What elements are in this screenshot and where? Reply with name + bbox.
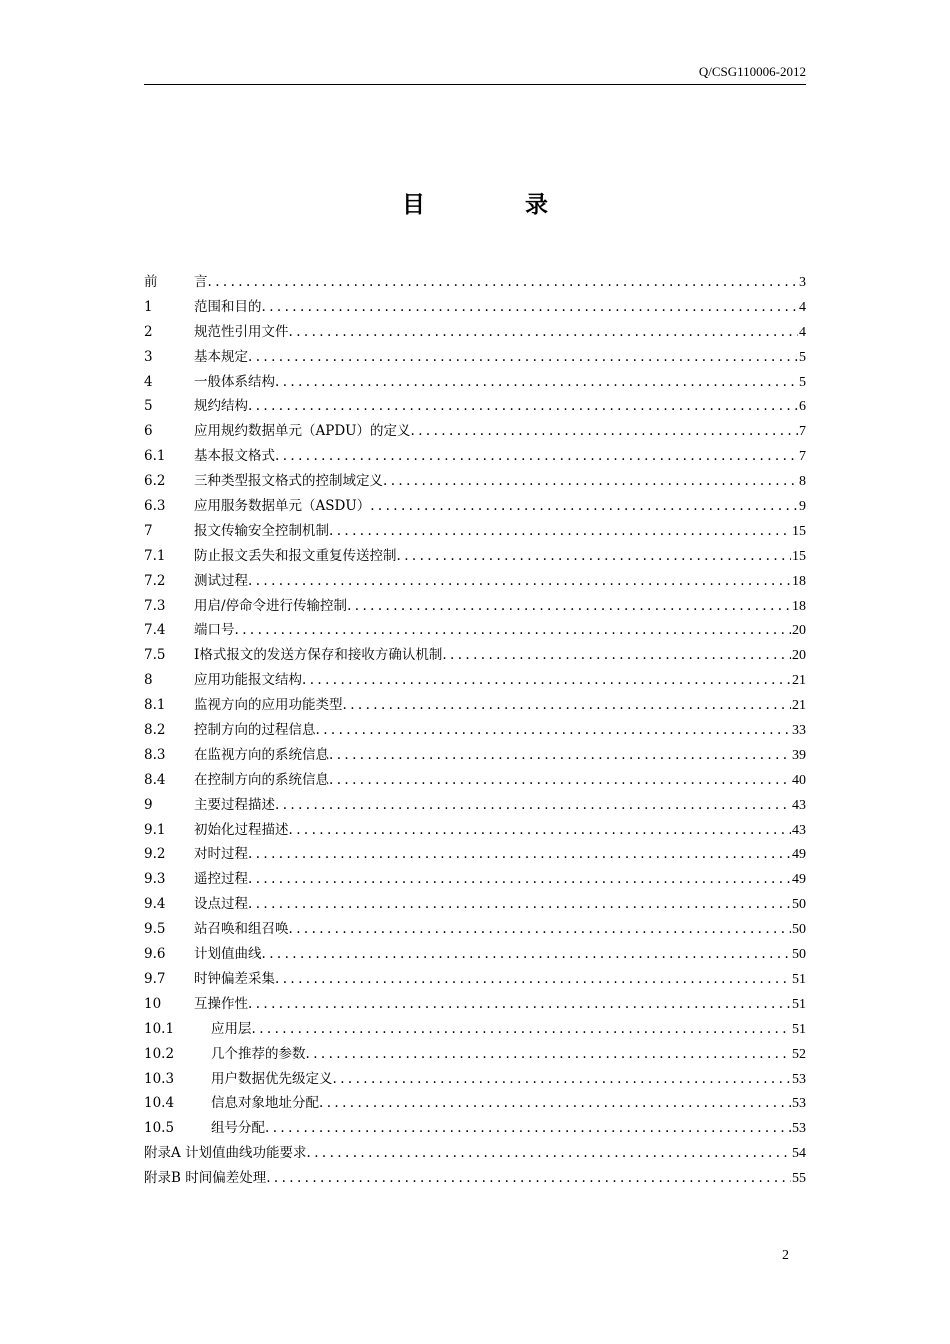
toc-leader-dots bbox=[397, 544, 792, 569]
toc-entry-title: 控制方向的过程信息 bbox=[194, 722, 316, 739]
toc-entry-title: 站召唤和组召唤 bbox=[194, 921, 289, 938]
toc-entry[interactable] bbox=[144, 917, 806, 942]
toc-leader-dots bbox=[383, 469, 798, 494]
toc-entry-page: 53 bbox=[792, 1096, 806, 1112]
toc-entry-number: 10.4 bbox=[144, 1095, 175, 1112]
toc-entry-page: 15 bbox=[792, 523, 806, 539]
toc-entry-number: 9.2 bbox=[144, 846, 166, 863]
toc-entry-title: 规范性引用文件 bbox=[194, 323, 289, 340]
toc-entry-page: 3 bbox=[799, 275, 806, 290]
toc-entry-page: 39 bbox=[792, 747, 806, 763]
toc-entry-number: 5 bbox=[144, 398, 153, 415]
toc-entry-number: 7.3 bbox=[144, 597, 166, 614]
toc-entry-page: 20 bbox=[792, 623, 806, 639]
toc-entry-page: 50 bbox=[792, 897, 806, 913]
toc-entry[interactable] bbox=[144, 693, 806, 718]
toc-leader-dots bbox=[235, 618, 792, 643]
toc-entry[interactable] bbox=[144, 992, 806, 1017]
toc-entry-number: 4 bbox=[144, 373, 153, 390]
toc-entry-title: 主要过程描述 bbox=[194, 796, 275, 813]
toc-entry-page: 21 bbox=[792, 673, 806, 689]
toc-leader-dots bbox=[248, 892, 791, 917]
toc-entry-page: 55 bbox=[792, 1171, 806, 1187]
toc-entry-title: 规约结构 bbox=[194, 398, 248, 415]
toc-entry-page: 50 bbox=[792, 922, 806, 938]
toc-leader-dots bbox=[316, 718, 792, 743]
toc-leader-dots bbox=[248, 992, 791, 1017]
toc-leader-dots bbox=[248, 867, 791, 892]
toc-entry[interactable] bbox=[144, 519, 806, 544]
toc-leader-dots bbox=[289, 917, 792, 942]
toc-entry-page: 15 bbox=[792, 548, 806, 564]
toc-entry-page: 4 bbox=[799, 324, 806, 340]
toc-entry-title: 在监视方向的系统信息 bbox=[194, 746, 329, 763]
toc-leader-dots bbox=[302, 668, 791, 693]
toc-entry-title: 监视方向的应用功能类型 bbox=[194, 697, 343, 714]
toc-entry-title: 应用层 bbox=[211, 1020, 252, 1037]
toc-entry-title: 应用服务数据单元（ASDU） bbox=[194, 498, 371, 515]
toc-entry-title: 用启/停命令进行传输控制 bbox=[194, 597, 348, 614]
toc-entry-title: 应用功能报文结构 bbox=[194, 672, 302, 689]
toc-leader-dots bbox=[248, 569, 791, 594]
toc-entry[interactable] bbox=[144, 842, 806, 867]
toc-entry[interactable] bbox=[144, 942, 806, 967]
toc-entry[interactable] bbox=[144, 643, 806, 668]
toc-entry-page: 51 bbox=[792, 996, 806, 1012]
toc-title: 目 录 bbox=[401, 192, 594, 218]
toc-entry-number: 9.6 bbox=[144, 946, 166, 963]
toc-entry-number: 10.3 bbox=[144, 1070, 175, 1087]
toc-entry-page: 49 bbox=[792, 872, 806, 888]
toc-entry-page: 6 bbox=[799, 399, 806, 415]
toc-leader-dots bbox=[289, 818, 792, 843]
toc-entry[interactable] bbox=[144, 320, 806, 345]
toc-entry-title: 计划值曲线 bbox=[194, 946, 262, 963]
toc-entry-number: 8.3 bbox=[144, 746, 166, 763]
toc-entry-number: 9.7 bbox=[144, 970, 166, 987]
toc-entry-number: 6.1 bbox=[144, 448, 166, 465]
toc-entry-number: 6 bbox=[144, 423, 153, 440]
toc-leader-dots bbox=[248, 394, 798, 419]
toc-entry-number: 10.5 bbox=[144, 1120, 175, 1137]
toc-entry[interactable] bbox=[144, 1141, 806, 1166]
toc-entry-page: 20 bbox=[792, 648, 806, 664]
toc-entry-title: 一般体系结构 bbox=[194, 373, 275, 390]
toc-leader-dots bbox=[333, 1067, 792, 1092]
toc-entry-title: 在控制方向的系统信息 bbox=[194, 771, 329, 788]
toc-entry[interactable] bbox=[144, 793, 806, 818]
toc-leader-dots bbox=[442, 643, 791, 668]
toc-entry-number: 8.1 bbox=[144, 697, 166, 714]
toc-entry[interactable] bbox=[144, 718, 806, 743]
toc-entry-page: 7 bbox=[799, 449, 806, 465]
toc-entry-title: 互操作性 bbox=[194, 995, 248, 1012]
toc-entry-title: 遥控过程 bbox=[194, 871, 248, 888]
toc-entry-number: 10.1 bbox=[144, 1020, 175, 1037]
toc-entry-page: 9 bbox=[799, 499, 806, 515]
toc-entry-title: 范围和目的 bbox=[194, 298, 262, 315]
toc-entry[interactable] bbox=[144, 394, 806, 419]
toc-leader-dots bbox=[347, 594, 791, 619]
toc-entry[interactable] bbox=[144, 370, 806, 395]
toc-leader-dots bbox=[329, 743, 791, 768]
toc-leader-dots bbox=[252, 1017, 792, 1042]
header-rule bbox=[144, 84, 806, 85]
toc-entry-number: 1 bbox=[144, 298, 153, 315]
toc-entry-page: 4 bbox=[799, 299, 806, 315]
toc-entry-page: 40 bbox=[792, 772, 806, 788]
toc-entry[interactable] bbox=[144, 345, 806, 370]
toc-entry-title: 言 bbox=[194, 274, 208, 290]
toc-entry[interactable] bbox=[144, 444, 806, 469]
toc-entry-page: 53 bbox=[792, 1071, 806, 1087]
toc-entry-title: 应用规约数据单元（APDU）的定义 bbox=[194, 423, 411, 440]
toc-leader-dots bbox=[329, 519, 791, 544]
toc-entry-page: 18 bbox=[792, 573, 806, 589]
toc-entry[interactable] bbox=[144, 544, 806, 569]
toc-entry[interactable] bbox=[144, 743, 806, 768]
toc-entry-number: 8.4 bbox=[144, 771, 166, 788]
toc-entry-number: 9.3 bbox=[144, 871, 166, 888]
toc-entry-title: 报文传输安全控制机制 bbox=[194, 522, 329, 539]
page-number: 2 bbox=[782, 1248, 789, 1263]
toc-entry-page: 5 bbox=[799, 349, 806, 365]
toc-leader-dots bbox=[289, 320, 799, 345]
toc-leader-dots bbox=[208, 270, 799, 295]
toc-entry-number: 9.4 bbox=[144, 896, 166, 913]
toc-entry-page: 18 bbox=[792, 598, 806, 614]
toc-entry[interactable] bbox=[144, 668, 806, 693]
toc-entry-page: 51 bbox=[792, 971, 806, 987]
toc-entry[interactable] bbox=[144, 618, 806, 643]
toc-entry-number: 3 bbox=[144, 348, 153, 365]
toc-entry-number: 2 bbox=[144, 323, 153, 340]
toc-leader-dots bbox=[275, 444, 798, 469]
toc-entry-number: 10.2 bbox=[144, 1045, 175, 1062]
toc-leader-dots bbox=[306, 1042, 792, 1067]
toc-leader-dots bbox=[266, 1166, 791, 1191]
toc-list bbox=[144, 270, 806, 1191]
toc-entry-number: 8 bbox=[144, 672, 153, 689]
toc-entry[interactable] bbox=[144, 295, 806, 320]
toc-entry-number: 6.2 bbox=[144, 473, 166, 490]
toc-entry[interactable] bbox=[144, 594, 806, 619]
toc-entry-number: 8.2 bbox=[144, 722, 166, 739]
toc-entry-title: 时钟偏差采集 bbox=[194, 970, 275, 987]
toc-entry-page: 8 bbox=[799, 474, 806, 490]
toc-entry-page: 53 bbox=[792, 1121, 806, 1137]
toc-entry-number: 7.5 bbox=[144, 647, 166, 664]
toc-leader-dots bbox=[329, 768, 791, 793]
toc-entry-page: 7 bbox=[799, 424, 806, 440]
toc-entry-number: 10 bbox=[144, 995, 162, 1012]
toc-entry-page: 50 bbox=[792, 947, 806, 963]
toc-leader-dots bbox=[343, 693, 792, 718]
toc-entry[interactable] bbox=[144, 494, 806, 519]
toc-entry[interactable] bbox=[144, 967, 806, 992]
toc-leader-dots bbox=[319, 1091, 791, 1116]
toc-entry[interactable] bbox=[144, 270, 806, 295]
toc-entry[interactable] bbox=[144, 1166, 806, 1191]
toc-leader-dots bbox=[262, 942, 792, 967]
toc-entry[interactable] bbox=[144, 419, 806, 444]
toc-entry[interactable] bbox=[144, 469, 806, 494]
toc-entry-title: 几个推荐的参数 bbox=[211, 1045, 306, 1062]
toc-entry-title: 信息对象地址分配 bbox=[211, 1095, 319, 1112]
toc-entry-title: 对时过程 bbox=[194, 846, 248, 863]
toc-entry-number: 前 bbox=[144, 274, 158, 290]
toc-leader-dots bbox=[248, 345, 798, 370]
toc-entry-page: 43 bbox=[792, 797, 806, 813]
toc-entry-page: 33 bbox=[792, 723, 806, 739]
toc-entry-title: 初始化过程描述 bbox=[194, 821, 289, 838]
toc-entry-title: 设点过程 bbox=[194, 896, 248, 913]
toc-entry[interactable] bbox=[144, 1116, 806, 1141]
toc-entry-title: 端口号 bbox=[194, 622, 235, 639]
toc-entry-title: 用户数据优先级定义 bbox=[211, 1070, 333, 1087]
toc-entry-title: 附录A 计划值曲线功能要求 bbox=[144, 1145, 307, 1162]
toc-entry-title: 附录B 时间偏差处理 bbox=[144, 1170, 267, 1187]
toc-entry-title: 组号分配 bbox=[211, 1120, 265, 1137]
toc-entry-number: 7.2 bbox=[144, 572, 166, 589]
toc-entry-title: 防止报文丢失和报文重复传送控制 bbox=[194, 547, 397, 564]
toc-entry[interactable] bbox=[144, 867, 806, 892]
toc-entry-number: 7.4 bbox=[144, 622, 166, 639]
toc-leader-dots bbox=[275, 793, 791, 818]
toc-entry-number: 9 bbox=[144, 796, 153, 813]
toc-entry[interactable] bbox=[144, 818, 806, 843]
toc-entry-page: 5 bbox=[799, 374, 806, 390]
toc-leader-dots bbox=[307, 1141, 791, 1166]
toc-entry[interactable] bbox=[144, 892, 806, 917]
toc-entry-title: 基本报文格式 bbox=[194, 448, 275, 465]
toc-entry-page: 54 bbox=[792, 1146, 806, 1162]
toc-entry-number: 7.1 bbox=[144, 547, 166, 564]
toc-entry[interactable] bbox=[144, 1067, 806, 1092]
toc-entry[interactable] bbox=[144, 569, 806, 594]
toc-entry-number: 9.1 bbox=[144, 821, 166, 838]
toc-entry-number: 6.3 bbox=[144, 498, 166, 515]
toc-entry-page: 49 bbox=[792, 847, 806, 863]
toc-entry[interactable] bbox=[144, 1091, 806, 1116]
toc-entry-title: 基本规定 bbox=[194, 348, 248, 365]
toc-entry-title: I格式报文的发送方保存和接收方确认机制 bbox=[194, 647, 443, 664]
toc-leader-dots bbox=[411, 419, 798, 444]
toc-entry-title: 测试过程 bbox=[194, 572, 248, 589]
toc-leader-dots bbox=[248, 842, 791, 867]
toc-leader-dots bbox=[275, 370, 798, 395]
toc-entry-page: 52 bbox=[792, 1046, 806, 1062]
toc-entry[interactable] bbox=[144, 768, 806, 793]
toc-leader-dots bbox=[262, 295, 799, 320]
toc-entry[interactable] bbox=[144, 1042, 806, 1067]
toc-entry[interactable] bbox=[144, 1017, 806, 1042]
document-code: Q/CSG110006-2012 bbox=[698, 64, 806, 79]
toc-entry-title: 三种类型报文格式的控制域定义 bbox=[194, 473, 383, 490]
toc-leader-dots bbox=[265, 1116, 791, 1141]
toc-leader-dots bbox=[370, 494, 798, 519]
toc-leader-dots bbox=[275, 967, 791, 992]
toc-entry-page: 43 bbox=[792, 822, 806, 838]
toc-entry-page: 21 bbox=[792, 698, 806, 714]
toc-entry-number: 9.5 bbox=[144, 921, 166, 938]
toc-entry-number: 7 bbox=[144, 522, 153, 539]
toc-entry-page: 51 bbox=[792, 1021, 806, 1037]
